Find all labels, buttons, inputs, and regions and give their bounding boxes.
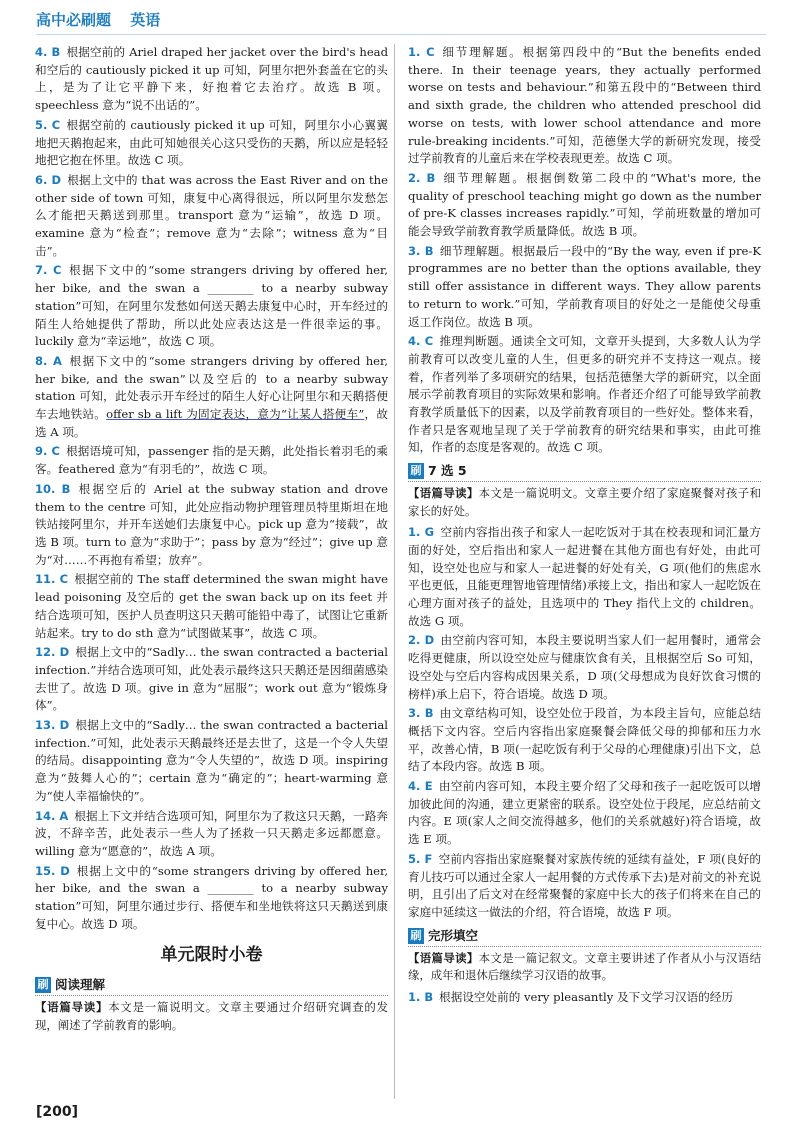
brush-icon: 刷 [35,977,51,993]
answer-number: 14. A [35,808,69,823]
page-number: [200] [36,1104,79,1120]
answer-explanation: 由空前内容可知，本段主要说明当家人们一起用餐时，通常会吃得更健康，所以设空处应与健康饮食有关，且根据空后 So 可知，设空处与空后内容构成因果关系，D 项(父母想成为良好饮食习惯的榜样)承上启下，符合语境。故选 D 项。 [408,633,761,701]
column-divider [394,44,395,1099]
cloze-guide-text: 本文是一篇记叙文。文章主要讲述了作者从小与汉语结缘，成年和退休后继续学习汉语的故事。 [408,950,761,983]
answer-item [35,481,388,570]
answer-number: 1. G [408,525,435,540]
answer-number: 5. C [35,117,61,132]
reading-section-tag [35,975,388,996]
answer-item [408,524,761,630]
reading-guide [35,999,388,1034]
answer-item [408,44,761,168]
right-answer-list [408,44,761,457]
answer-explanation: 空前内容指出孩子和家人一起吃饭对于其在校表现和词汇量方面的好处，空后指出和家人一起进餐在其他方面也有好处，由此可知，设空处也应与和家人一起进餐的好处有关，G 项(他们的焦虑水平也更低，且能更理智地管理情绪)承接上文，指出和家人一起吃饭在心理方面对孩子的益处，且选项中的 They 指代上文的 children。故选 G 项。 [408,525,761,628]
reading-guide-label: 【语篇导读】 [35,1000,109,1015]
seven-five-section-tag [408,461,761,482]
answer-explanation: 由文章结构可知，设空处位于段首，为本段主旨句，应能总结概括下文内容。空后内容指出家庭聚餐会降低父母的抑郁和压力水平，改善心情，B 项(一起吃饭有利于父母的心理健康)引出下文，总结了本段内容。故选 B 项。 [408,706,761,774]
answer-item [408,170,761,241]
answer-explanation: 细节理解题。根据最后一段中的“By the way, even if pre-K programmes are no better than the options available, they still offer assistance in different ways. They allow parents to return to work.”可知，学前教育项目的好处之一是能使父母重返工作岗位。故选 B 项。 [408,243,761,329]
answer-explanation: 根据上文中的 that was across the East River and on the other side of town 可知，康复中心离得很远，所以阿里尔发愁怎么才能把天鹅送到那里。transport 意为“运输”，故选 D 项。examine 意为“检查”；remove 意为“去除”；witness 意为“目击”。 [35,172,389,258]
answer-number: 4. B [35,45,61,59]
brush-icon: 刷 [408,463,424,479]
cloze-section-tag [408,926,761,947]
answer-number: 12. D [35,645,70,660]
seven-guide [408,485,761,520]
subject-title: 英语 [130,11,161,29]
answer-item [35,117,388,170]
answer-item [408,243,761,332]
reading-guide-text: 本文是一篇说明文。文章主要通过介绍研究调查的发现，阐述了学前教育的影响。 [35,1000,388,1032]
answer-item [35,571,388,642]
answer-number: 1. B [408,989,434,1004]
unit-title: 单元限时小卷 [160,945,263,966]
answer-number: 15. D [35,863,70,878]
answer-item [35,644,388,715]
answer-number: 4. E [408,779,433,794]
answer-number: 9. C [35,444,60,459]
answer-item [35,717,388,806]
answer-explanation: 根据设空处前的 very pleasantly 及下文学习汉语的经历 [439,989,733,1004]
answer-item [408,778,761,849]
answer-explanation: 根据上文中的“Sadly… the swan contracted a bacterial infection.”可知，此处表示天鹅最终还是去世了，这是一个令人失望的结局。disappointing 意为“令人失望的”，故选 D 项。inspiring 意为“鼓舞人心的”；certain 意为“确定的”；heart-warming 意为“使人幸福愉快的”。 [35,718,389,803]
answer-item [408,333,761,457]
answer-item [35,353,388,442]
answer-item [408,851,761,922]
answer-item [35,172,388,261]
answer-explanation: 根据空前的 cautiously picked it up 可知，阿里尔小心翼翼地把天鹅抱起来，由此可知她很关心这只受伤的天鹅，所以应是轻轻地把它抱在怀里。故选 C 项。 [35,117,388,168]
seven-guide-text: 本文是一篇说明文。文章主要介绍了家庭聚餐对孩子和家长的好处。 [408,486,761,518]
reading-tag-label: 阅读理解 [55,977,106,993]
cloze-guide [408,950,761,985]
left-column [35,44,388,1038]
answer-item [408,632,761,703]
answer-explanation: 根据下文中的“some strangers driving by offered her, her bike, and the swan”以及空后的 to a nearby subway station 可知，此处表示开车经过的陌生人好心让阿里尔和天鹅搭便车去地铁站。 [35,353,388,422]
answer-explanation: 推理判断题。通读全文可知，文章开头提到，大多数人认为学前教育可以改变儿童的人生，但更多的研究并不支持这一观点。接着，作者列举了多项研究的结果，包括范德堡大学的新研究，以全面展示学前教育项目的实际效果和影响。作者还介绍了可能导致学前教育教学质量低下的因素，以及学前教育项目的一些好处。整体来看，作者只是客观地呈现了关于学前教育的研究结果和事实，由此可推知，作者的态度是客观的。故选 C 项。 [408,334,761,455]
answer-number: 10. B [35,481,71,496]
answer-explanation: 根据上下文并结合选项可知，阿里尔为了救这只天鹅，一路奔波，不辞辛苦，此处表示一些人为了拯救一只天鹅走多远都愿意。willing 意为“愿意的”，故选 A 项。 [35,808,388,858]
seven-guide-label: 【语篇导读】 [408,486,479,501]
answer-explanation: 由空前内容可知，本段主要介绍了父母和孩子一起吃饭可以增加彼此间的沟通，建立更紧密的联系。设空处位于段尾，应总结前文内容。E 项(家人之间交流得越多，他们的关系就越好)符合语境，故选 E 项。 [408,779,761,847]
answer-number: 3. B [408,706,434,721]
answer-item [35,863,388,934]
answer-explanation: 根据上文中的“some strangers driving by offered her, her bike, and the swan a ________ to a nearby subway station”可知，阿里尔通过步行、搭便车和坐地铁将这只天鹅送到康复中心。故选 D 项。 [35,863,389,931]
answer-item [35,443,388,478]
answer-number: 2. B [408,170,436,185]
answer-explanation: 根据上文中的“Sadly… the swan contracted a bacterial infection.”并结合选项可知，此处表示最终这只天鹅还是因细菌感染去世了。故选 D 项。give in 意为“屈服”；work out 意为“锻炼身体”。 [35,645,389,713]
answer-explanation: 根据空前的 Ariel draped her jacket over the bird's head 和空后的 cautiously picked it up 可知，阿里尔把外套盖在它的头上，是为了让它平静下来，好抱着它去治疗。故选 B 项。speechless 意为“说不出话的”。 [35,45,389,113]
answer-number: 3. B [408,243,434,258]
cloze-tag-label: 完形填空 [428,927,479,943]
highlighted-phrase: offer sb a lift 为固定表达，意为“让某人搭便车” [106,407,365,422]
page-header [36,8,766,35]
seven-tag-label: 7 选 5 [428,463,467,479]
answer-number: 8. A [35,353,62,368]
answer-number: 7. C [35,263,62,278]
answer-item [35,262,388,351]
answer-explanation: 细节理解题。根据第四段中的“But the benefits ended there. In their teenage years, they actually performed worse on tests and behaviour.”和第五段中的“Between third and sixth grade, the children who attended preschool did worse on tests, with lower school attendance and more rule-breaking incidents.”可知，范德堡大学的新研究发现，接受过学前教育的儿童后来在学校表现更差。故选 C 项。 [408,45,761,166]
answer-number: 2. D [408,633,435,648]
answer-explanation-tail: ，故选 A 项。 [35,407,388,439]
answer-item [35,44,388,115]
seven-answer-list [408,524,761,921]
right-column [408,44,761,1008]
answer-item [35,808,388,861]
answer-explanation: 空前内容指出家庭聚餐对家族传统的延续有益处，F 项(良好的育儿技巧可以通过全家人一起用餐的方式传承下去)是对前文的补充说明，且引出了后文对在经常聚餐的家庭中长大的孩子们将来在自己的家庭中延续这一做法的介绍，符合语境，故选 F 项。 [408,851,761,919]
answer-explanation: 根据空前的 The staff determined the swan might have lead poisoning 及空后的 get the swan back up on its feet 并结合选项可知，医护人员查明这只天鹅可能铅中毒了，试图让它重新站起来。try to do sth 意为“试图做某事”，故选 C 项。 [35,572,388,640]
answer-explanation: 根据下文中的“some strangers driving by offered her, her bike, and the swan a ________ to a nearby subway station”可知，在阿里尔发愁如何送天鹅去康复中心时，开车经过的陌生人给她提供了帮助，所以此处应表达这是一件很幸运的事。luckily 意为“幸运地”，故选 C 项。 [35,263,388,349]
answer-item [408,989,761,1007]
answer-number: 11. C [35,572,69,587]
answer-number: 13. D [35,718,70,733]
answer-number: 1. C [408,45,435,59]
cloze-guide-label: 【语篇导读】 [408,950,479,965]
left-answer-list [35,44,388,933]
brush-icon: 刷 [408,928,424,944]
answer-explanation: 根据语境可知，passenger 指的是天鹅，此处指长着羽毛的乘客。feathered 意为“有羽毛的”，故选 C 项。 [35,444,388,477]
answer-item [408,705,761,776]
answer-number: 5. F [408,851,433,866]
book-title: 高中必刷题 [36,11,112,29]
answer-number: 4. C [408,334,434,349]
answer-explanation: 根据空后的 Ariel at the subway station and drove them to the centre 可知，此处应指动物护理管理员特里斯坦在地铁站接阿里尔，并开车送她们去康复中心。pick up 意为“接载”，故选 B 项。turn to 意为“求助于”；pass by 意为“经过”；give up 意为“对……不再抱有希望；放弃”。 [35,481,388,567]
answer-number: 6. D [35,172,62,187]
answer-explanation: 细节理解题。根据倒数第二段中的“What's more, the quality of preschool teaching might go down as the number of pre-K classes increases rapidly.”可知，学前班数量的增加可能会导致学前教育教学质量降低。故选 B 项。 [408,170,761,239]
